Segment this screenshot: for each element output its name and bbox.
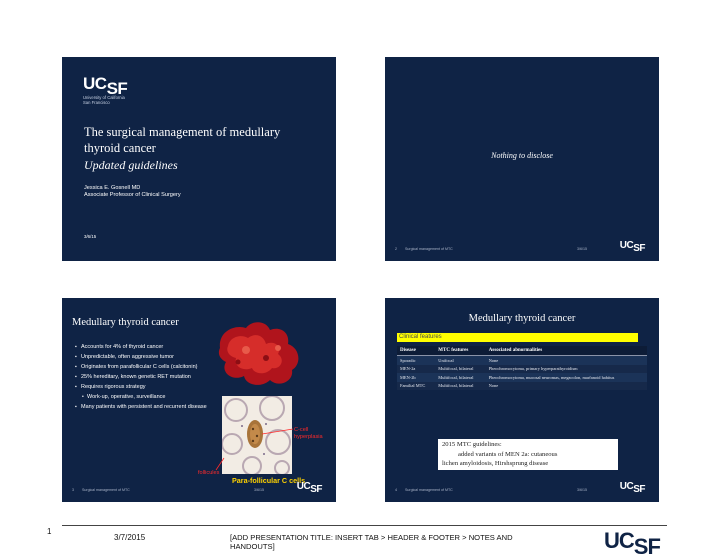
slide-title: The surgical management of medullary thyroid cancer <box>84 125 281 155</box>
page-date: 3/7/2015 <box>114 533 146 542</box>
slide-footer <box>72 482 326 494</box>
page-footer-note: [ADD PRESENTATION TITLE: INSERT TAB > HEADER & FOOTER > NOTES AND HANDOUTS] <box>230 533 513 551</box>
slide-title: Medullary thyroid cancer <box>72 317 179 328</box>
page-footer-rule <box>62 525 667 526</box>
bullet-list <box>75 344 210 414</box>
footer-text: Surgical management of MTC <box>405 247 453 251</box>
slide-subtitle: Updated guidelines <box>84 158 178 172</box>
ucsf-logo: UCSF <box>619 481 645 495</box>
slide-title: Medullary thyroid cancer <box>468 313 576 324</box>
table-row: MEN-2a Multifocal, bilateral Pheochromocytoma, primary hyperparathyroidism <box>397 365 647 374</box>
slide-date: 3/6/15 <box>84 234 97 239</box>
slide-footer <box>395 241 649 253</box>
sub-bullet-item: • Work-up, operative, surveillance <box>75 394 210 401</box>
clinical-features-highlight: Clinical features <box>397 333 638 342</box>
table-header: Associated abnormalities <box>486 346 647 356</box>
university-name: University of California San Francisco <box>83 95 125 105</box>
slide-4 <box>385 298 659 502</box>
page-number: 1 <box>47 527 52 536</box>
table-row: Familial MTC Multifocal, bilateral None <box>397 382 647 391</box>
bullet-item: ▪ Unpredictable, often aggressive tumor <box>75 354 210 361</box>
c-cell-hyperplasia-label: C-cell hyperplasia <box>294 427 323 440</box>
author-role: Associate Professor of Clinical Surgery <box>84 192 181 198</box>
guidelines-box: 2015 MTC guidelines: added variants of MEN 2a: cutaneous lichen amyloidosis, Hirshsprung disease <box>438 439 618 470</box>
author-block <box>84 185 181 199</box>
bullet-item: ▪ Many patients with persistent and recurrent disease <box>75 404 210 411</box>
table-row: MEN-2b Multifocal, bilateral Pheochromocytoma, mucosal neuromas, megacolon, marfanoid habitus <box>397 373 647 382</box>
disclosure-text: Nothing to disclose <box>491 151 553 160</box>
bullet-item: ▪ 25% hereditary, known genetic RET mutation <box>75 374 210 381</box>
histology-image <box>222 396 292 474</box>
ucsf-logo: UCSF <box>619 240 645 254</box>
table-row: Sporadic Unifocal None <box>397 356 647 365</box>
footer-date: 3/6/15 <box>577 488 587 492</box>
ucsf-logo-large: UCSF <box>604 528 660 557</box>
slide-3 <box>62 298 336 502</box>
slide-number: 3 <box>72 488 74 492</box>
table-header: MTC features <box>435 346 485 356</box>
clinical-features-table <box>397 346 647 390</box>
thyroid-specimen-image <box>216 318 304 390</box>
table-header-row <box>397 346 647 356</box>
footer-text: Surgical management of MTC <box>82 488 130 492</box>
bullet-item: ▪ Requires rigorous strategy <box>75 384 210 391</box>
slide-2 <box>385 57 659 261</box>
slide-footer <box>395 482 649 494</box>
ucsf-logo: UCSF <box>296 481 322 495</box>
footer-text: Surgical management of MTC <box>405 488 453 492</box>
slide-number: 2 <box>395 247 397 251</box>
author-name: Jessica E. Gosnell MD <box>84 185 141 191</box>
footer-date: 3/6/15 <box>254 488 264 492</box>
follicles-label: follicules <box>198 470 220 476</box>
slide-number: 4 <box>395 488 397 492</box>
parafollicular-label: Para-follicular C cells <box>232 476 306 485</box>
ucsf-logo: UCSF <box>83 74 128 98</box>
footer-date: 3/6/15 <box>577 247 587 251</box>
table-header: Disease <box>397 346 435 356</box>
slide-1 <box>62 57 336 261</box>
bullet-item: ▪ Originates from parafollicular C cells (calcitonin) <box>75 364 210 371</box>
bullet-item: ▪ Accounts for 4% of thyroid cancer <box>75 344 210 351</box>
